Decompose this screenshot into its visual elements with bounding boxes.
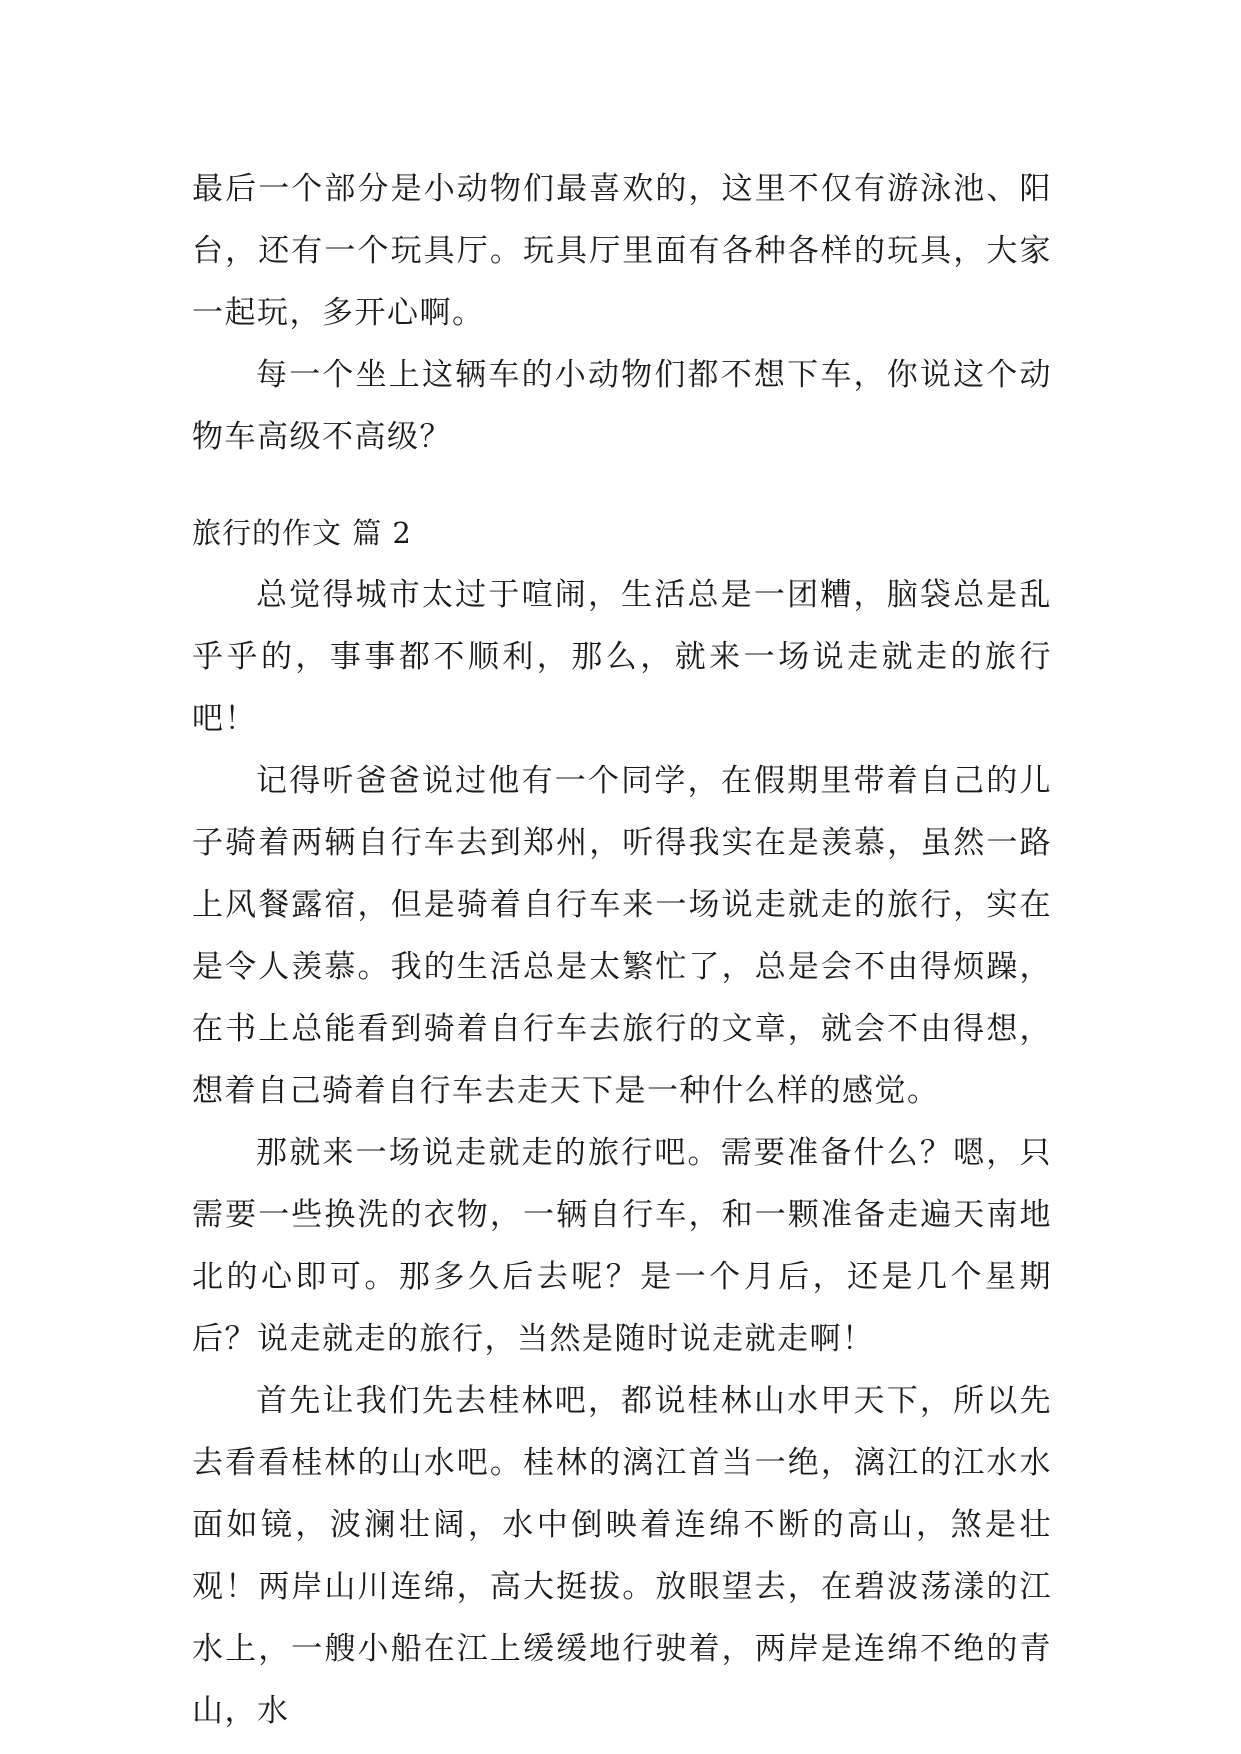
paragraph-closing-part: 最后一个部分是小动物们最喜欢的，这里不仅有游泳池、阳台，还有一个玩具厅。玩具厅里面有各种各样的玩具，大家一起玩，多开心啊。: [192, 171, 1052, 331]
paragraph-animal-car-question: 每一个坐上这辆车的小动物们都不想下车，你说这个动物车高级不高级？: [192, 357, 1052, 455]
paragraph-guilin: 首先让我们先去桂林吧，都说桂林山水甲天下，所以先去看看桂林的山水吧。桂林的漓江首当一绝，漓江的江水水面如镜，波澜壮阔，水中倒映着连绵不断的高山，煞是壮观！两岸山川连绵，高大挺拔。放眼望去，在碧波荡漾的江水上，一艘小船在江上缓缓地行驶着，两岸是连绵不绝的青山，水: [192, 1383, 1052, 1729]
paragraph-city-noise: 总觉得城市太过于喧闹，生活总是一团糟，脑袋总是乱乎乎的，事事都不顺利，那么，就来一场说走就走的旅行吧！: [192, 577, 1052, 737]
paragraph-bicycle-trip-story: 记得听爸爸说过他有一个同学，在假期里带着自己的儿子骑着两辆自行车去到郑州，听得我实在是羡慕，虽然一路上风餐露宿，但是骑着自行车来一场说走就走的旅行，实在是令人羡慕。我的生活总是太繁忙了，总是会不由得烦躁，在书上总能看到骑着自行车去旅行的文章，就会不由得想，想着自己骑着自行车去走天下是一种什么样的感觉。: [192, 763, 1052, 1109]
paragraph-preparation: 那就来一场说走就走的旅行吧。需要准备什么？嗯，只需要一些换洗的衣物，一辆自行车，和一颗准备走遍天南地北的心即可。那多久后去呢？是一个月后，还是几个星期后？说走就走的旅行，当然是随时说走就走啊！: [192, 1135, 1052, 1357]
document-body: [192, 158, 1052, 1742]
essay-heading: 旅行的作文 篇 2: [192, 516, 412, 550]
